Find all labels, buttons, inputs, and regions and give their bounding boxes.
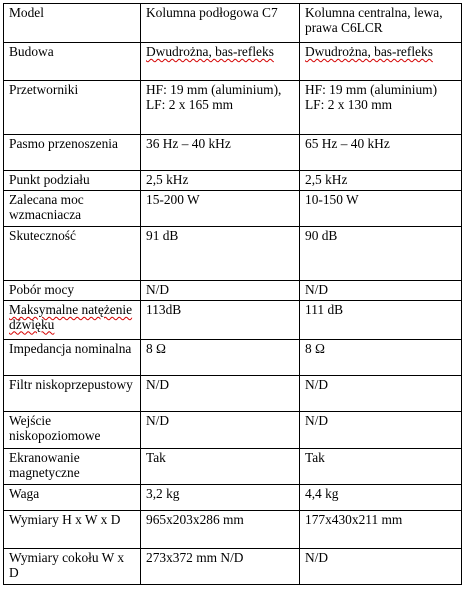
row-label: Waga [4,485,141,511]
table-row [4,376,462,412]
value-c6lcr: 111 dB [300,301,462,340]
value-c7: N/D [141,376,300,412]
table-row [4,227,462,281]
table-row [4,340,462,376]
table-row [4,449,462,485]
value-c7: N/D [141,281,300,301]
row-label: Punkt podziału [4,171,141,191]
value-c7: 113dB [141,301,300,340]
row-label: Filtr niskoprzepustowy [4,376,141,412]
table-row [4,511,462,549]
header-cell-c7: Kolumna podłogowa C7 [141,4,300,43]
table-row [4,485,462,511]
table-row [4,281,462,301]
table-row [4,171,462,191]
row-label: Pasmo przenoszenia [4,135,141,171]
row-label: Ekranowanie magnetyczne [4,449,141,485]
value-c6lcr: 4,4 kg [300,485,462,511]
value-text: Dwudrożna, bas-refleks [305,44,433,59]
spec-table [3,3,462,585]
value-c7 [141,43,300,81]
row-label: Wymiary cokołu W x D [4,549,141,585]
header-cell-c6lcr: Kolumna centralna, lewa, prawa C6LCR [300,4,462,43]
row-label: Budowa [4,43,141,81]
value-c6lcr: N/D [300,376,462,412]
table-header-row [4,4,462,43]
value-c7: 36 Hz – 40 kHz [141,135,300,171]
value-c7: 3,2 kg [141,485,300,511]
value-c6lcr: HF: 19 mm (aluminium) LF: 2 x 130 mm [300,81,462,135]
value-text: Dwudrożna, bas-refleks [146,44,274,59]
value-c6lcr [300,43,462,81]
value-c7: 91 dB [141,227,300,281]
value-c7: Tak [141,449,300,485]
row-label: Pobór mocy [4,281,141,301]
value-c6lcr: 2,5 kHz [300,171,462,191]
value-c6lcr: N/D [300,549,462,585]
table-row [4,135,462,171]
table-row [4,81,462,135]
table-row [4,549,462,585]
table-row [4,43,462,81]
header-cell-model: Model [4,4,141,43]
value-c7: HF: 19 mm (aluminium), LF: 2 x 165 mm [141,81,300,135]
value-c6lcr: N/D [300,412,462,449]
value-c6lcr: 8 Ω [300,340,462,376]
value-c7: 8 Ω [141,340,300,376]
value-c7: 273x372 mm N/D [141,549,300,585]
value-c7: 2,5 kHz [141,171,300,191]
row-label: Przetworniki [4,81,141,135]
table-row [4,412,462,449]
value-c6lcr: 65 Hz – 40 kHz [300,135,462,171]
label-text: Maksymalne natężenie dźwięku [9,302,133,332]
value-c7: 15-200 W [141,191,300,227]
table-row [4,301,462,340]
row-label: Wejście niskopoziomowe [4,412,141,449]
value-c6lcr: 90 dB [300,227,462,281]
row-label [4,301,141,340]
value-c6lcr: 177x430x211 mm [300,511,462,549]
row-label: Impedancja nominalna [4,340,141,376]
value-c7: 965x203x286 mm [141,511,300,549]
row-label: Zalecana moc wzmacniacza [4,191,141,227]
row-label: Wymiary H x W x D [4,511,141,549]
value-c6lcr: 10-150 W [300,191,462,227]
value-c6lcr: N/D [300,281,462,301]
row-label: Skuteczność [4,227,141,281]
value-c7: N/D [141,412,300,449]
value-c6lcr: Tak [300,449,462,485]
table-row [4,191,462,227]
